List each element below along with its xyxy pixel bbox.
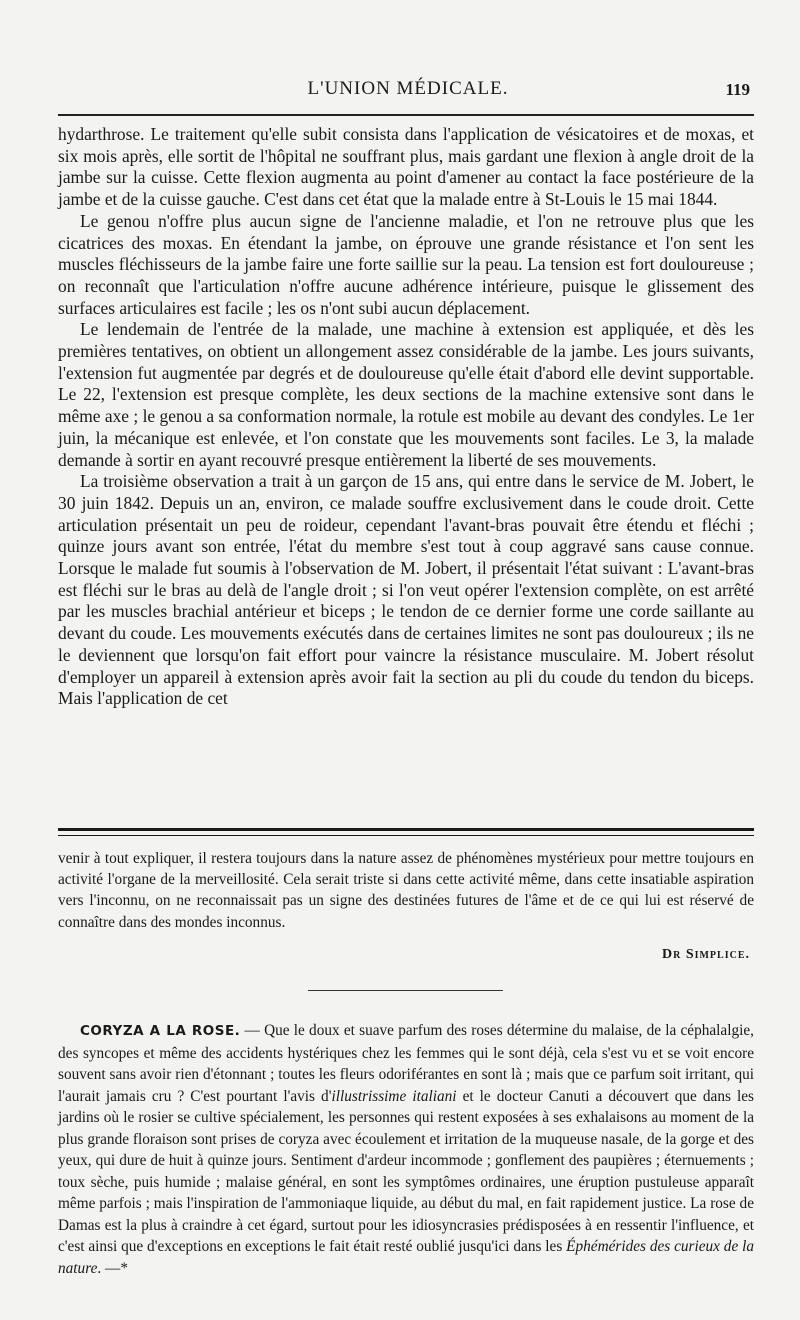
main-column bbox=[58, 124, 754, 710]
coryza-title: CORYZA A LA ROSE. bbox=[80, 1023, 241, 1039]
feuilleton-divider bbox=[58, 828, 754, 836]
page-header bbox=[58, 76, 758, 106]
page-number: 119 bbox=[725, 80, 750, 99]
coryza-paragraph bbox=[58, 1020, 754, 1279]
coryza-text-3: . —* bbox=[97, 1259, 128, 1277]
paragraph-3: Le lendemain de l'entrée de la malade, une machine à extension est appliquée, et dès les premières tentatives, on obtient un allongement assez considérable de la jambe. Les jours suivants, l'extension fut augmentée par degrés et de douloureuse qu'elle était d'abord elle devint supportable. Le 22, l'extension est presque complète, les deux sections de la machine extensive sont dans le même axe ; le genou a sa conformation normale, la rotule est mobile au devant des condyles. Le 1er juin, la mécanique est enlevée, et l'on constate que les mouvements sont faciles. Le 3, la malade demande à sortir en ayant recouvré presque entièrement la liberté de ses mouvements. bbox=[58, 319, 754, 470]
running-title: L'UNION MÉDICALE. bbox=[307, 78, 509, 99]
feuilleton bbox=[58, 848, 754, 933]
header-rule bbox=[58, 114, 754, 116]
coryza-text-2: et le docteur Canuti a découvert que dans les jardins où le rosier se cultive spécialement, les personnes qui restent exposées à ses exhalaisons au moment de la plus grande floraison sont prises de coryza avec écoulement et irritation de la muqueuse nasale, de la gorge et des yeux, qui dure de huit à quinze jours. Sentiment d'ardeur incommode ; gonflement des paupières ; éternuements ; toux sèche, puis humide ; malaise général, en sont les symptômes ordinaires, une éruption pustuleuse apparaît même parfois ; mais l'inspiration de l'ammoniaque liquide, au début du mal, en fait rapidement justice. La rose de Damas est la plus à craindre à cet égard, surtout pour les idiosyncrasies prédisposées à en ressentir l'influence, et c'est ainsi que d'exceptions en exceptions le fait était resté oublié jusqu'ici dans les bbox=[58, 1087, 754, 1255]
paragraph-4: La troisième observation a trait à un garçon de 15 ans, qui entre dans le service de M. Jobert, le 30 juin 1842. Depuis un an, environ, ce malade souffre exclusivement dans le coude droit. Cette articulation présentait un peu de roideur, cependant l'avant-bras pouvait être étendu et fléchi ; quinze jours avant son entrée, l'état du membre s'est tout à coup aggravé sans cause connue. Lorsque le malade fut soumis à l'observation de M. Jobert, il présentait l'état suivant : L'avant-bras est fléchi sur le bras au delà de l'angle droit ; si l'on veut opérer l'extension complète, on est arrêté par les muscles brachial antérieur et biceps ; le tendon de ce dernier forme une corde saillante au devant du coude. Les mouvements exécutés dans de certaines limites ne sont pas douloureux ; ils ne le deviennent que lorsqu'on fait effort pour vaincre la résistance musculaire. M. Jobert résolut d'employer un appareil à extension après avoir fait la section au pli du coude du tendon du biceps. Mais l'application de cet bbox=[58, 471, 754, 709]
signature: Dr Simplice. bbox=[661, 947, 750, 962]
feuilleton-text: venir à tout expliquer, il restera toujours dans la nature assez de phénomènes mystérieux pour mettre toujours en activité l'organe de la merveillosité. Cela serait triste si dans cette activité même, dans cette insatiable aspiration vers l'inconnu, on ne reconnaissait pas un signe des destinées futures de l'âme et de ce qui lui est réservé de connaître dans des mondes inconnus. bbox=[58, 850, 754, 931]
coryza-italic-2: Éphémérides des curieux de la nature bbox=[58, 1238, 754, 1277]
paragraph-2: Le genou n'offre plus aucun signe de l'ancienne maladie, et l'on ne retrouve plus que les cicatrices des moxas. En étendant la jambe, on éprouve une grande résistance et l'on sent les muscles fléchisseurs de la jambe faire une forte saillie sur la peau. La tension est fort douloureuse ; on reconnaît que l'articulation n'offre aucune adhérence intérieure, puisque le glissement des surfaces articulaires est facile ; les os n'ont subi aucun déplacement. bbox=[58, 210, 754, 318]
coryza-article bbox=[58, 1020, 754, 1279]
coryza-italic-1: illustrissime italiani bbox=[331, 1087, 457, 1105]
coryza-text-1: — Que le doux et suave parfum des roses détermine du malaise, de la céphalalgie, des syncopes et même des accidents hystériques chez les femmes qui le sont déjà, cela s'est vu et se voit encore souvent sans avoir rien d'étonnant ; toutes les fleurs odoriférantes en sont là ; mais que ce parfum soit irritant, qui l'aurait jamais cru ? C'est pourtant l'avis d' bbox=[58, 1022, 754, 1105]
section-divider bbox=[308, 990, 503, 991]
paragraph-1: hydarthrose. Le traitement qu'elle subit consista dans l'application de vésicatoires et de moxas, et six mois après, elle sortit de l'hôpital ne souffrant plus, mais gardant une flexion à angle droit de la jambe sur la cuisse. Cette flexion augmenta au point d'amener au contact la face postérieure de la jambe et de la cuisse gauche. C'est dans cet état que la malade entre à St-Louis le 15 mai 1844. bbox=[58, 124, 754, 210]
